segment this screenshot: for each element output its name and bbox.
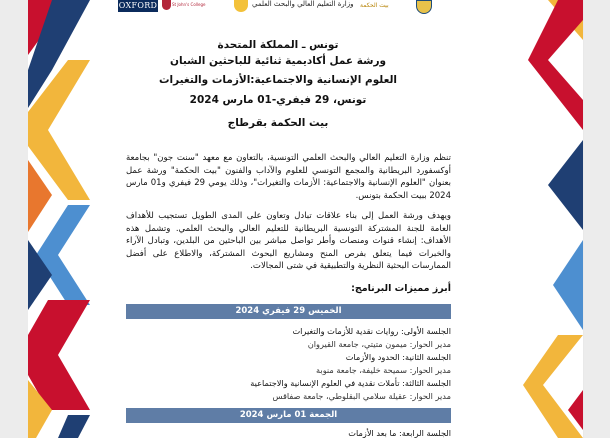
header-line-5: بيت الحكمة بقرطاج xyxy=(227,117,329,129)
header-line-1: تونس ـ المملكة المتحدة xyxy=(217,39,339,51)
viewer-left-gutter xyxy=(0,0,28,438)
ministry-logo-text: ﻭﺯﺍﺭﺓ ﺍﻟﺘﻌﻠﻴﻢ ﺍﻟﻌﺎﻟﻲ ﻭﺍﻟﺒﺤﺚ ﺍﻟﻌﻠﻤﻲ xyxy=(252,0,354,8)
day-2-bar: الجمعة 01 مارس 2024 xyxy=(126,408,451,423)
pdf-page xyxy=(28,0,583,438)
st-johns-shield-icon xyxy=(162,0,171,10)
beit-al-hikma-seal-icon xyxy=(416,0,432,14)
header-line-3: العلوم الإنسانية والاجتماعية:الأزمات والتغيرات xyxy=(158,74,398,86)
session-1-title: الجلسة الأولى: روايات نقدية للأزمات والتغيرات xyxy=(292,326,451,336)
session-2-title: الجلسة الثانية: الحدود والأزمات xyxy=(345,352,451,362)
session-2-moderator: مدير الحوار: سميحة خليفة، جامعة منوبة xyxy=(316,365,451,375)
intro-paragraph-1: تنظم وزارة التعليم العالي والبحث العلمي التونسية، بالتعاون مع معهد "سنت جون" بجامعة أوكسفورد البريطانية والمجمع التونسي للعلوم والآداب والفنون "بيت الحكمة" ورشة عمل بعنوان "العلوم الإنسانية والاجتماعية: الأزمات والتغيرات"، وذلك يومي 29 فيفري و01 مارس 2024 ببيت الحكمة بتونس. xyxy=(126,153,451,201)
ministry-logo xyxy=(234,0,354,14)
oxford-logo: OXFORD xyxy=(118,1,158,10)
deco-red-chevron-r1 xyxy=(528,0,583,130)
session-3-moderator: مدير الحوار: عقيلة سلامي البقلوطي، جامعة صفاقس xyxy=(272,391,451,401)
session-1-moderator: مدير الحوار: ميمون متيتي، جامعة القيروان xyxy=(307,339,451,349)
deco-navy-chevron-r1 xyxy=(548,140,583,230)
st-johns-logo xyxy=(162,0,206,12)
viewer-scrollbar[interactable] xyxy=(584,0,610,438)
deco-sky-chevron-1 xyxy=(36,205,90,305)
intro-paragraph-2: ويهدف ورشة العمل إلى بناء علاقات تبادل وتعاون على المدى الطويل تستجيب للأهداف العامة للجنة المشتركة التونسية البريطانية للتعليم العالي والبحث العلمي. وتشمل هذه الأهداف: إنشاء قنوات ومنصات وأطر تواصل مباشر بين الباحثين من البلدين، وتبادل الآراء والخبرات فيما يتعلق بفرص المنح ومشاريع البحوث المشتركة، والاطلاع على أفضل الممارسات البحثية النظرية والتطبيقية في شتى المجالات. xyxy=(126,211,451,272)
beit-al-hikma-logo-text: ﺑﻴﺖ ﺍﻟﺤﻜﻤﺔ xyxy=(360,2,389,9)
beit-al-hikma-logo xyxy=(346,0,446,14)
program-heading: أبرز مميزات البرنامج: xyxy=(351,283,451,294)
deco-navy-chevron-3 xyxy=(58,415,90,438)
header-line-2: ورشة عمل أكاديمية ثنائية للباحثين الشبان xyxy=(169,55,387,67)
ministry-emblem-icon xyxy=(234,0,248,12)
st-johns-logo-text: St John's College xyxy=(172,2,206,7)
deco-sky-chevron-r1 xyxy=(553,240,583,330)
deco-gold-chevron-r2 xyxy=(523,335,583,438)
day-1-bar: الخميس 29 فيفري 2024 xyxy=(126,304,451,319)
session-4-title: الجلسة الرابعة: ما بعد الأزمات xyxy=(348,428,451,438)
session-3-title: الجلسة الثالثة: تأملات نقدية في العلوم الإنسانية والاجتماعية xyxy=(250,378,451,388)
header-line-4: تونس، 29 فيفري-01 مارس 2024 xyxy=(189,94,367,106)
